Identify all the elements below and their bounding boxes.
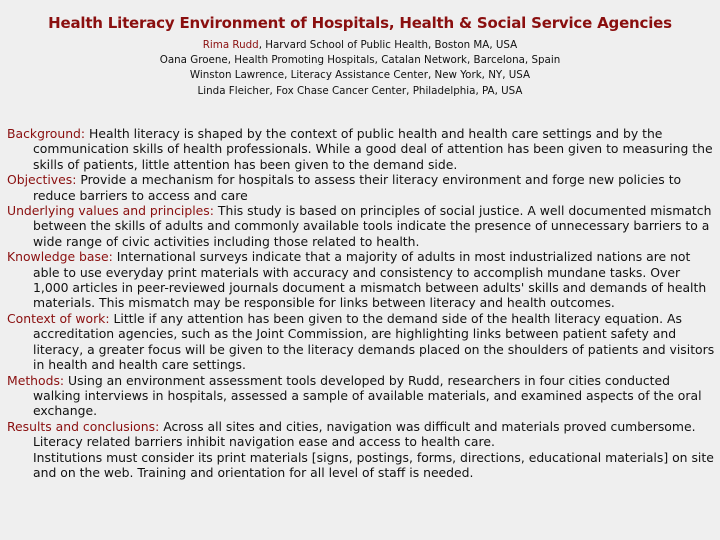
author-name: Oana Groene: [159, 54, 228, 67]
section-text: Across all sites and cities, navigation was difficult and materials proved cumbersome. Literacy related barriers inhibit navigation ease and access to health care.: [33, 418, 696, 450]
author-name: Rima Rudd: [202, 39, 259, 51]
abstract-body: [7, 126, 715, 480]
author-affiliation: , Harvard School of Public Health, Boston MA, USA: [258, 39, 518, 51]
author-line: [0, 84, 720, 99]
section-heading: Knowledge base:: [7, 249, 113, 265]
section-text: Provide a mechanism for hospitals to assess their literacy environment and forge new policies to reduce barriers to access and care: [33, 172, 682, 203]
author-list: [0, 38, 720, 99]
author-line: [0, 53, 720, 68]
author-line: [0, 38, 720, 53]
section-knowledge-base: [7, 249, 715, 311]
author-name: Winston Lawrence: [189, 69, 285, 82]
section-heading: Context of work:: [7, 310, 110, 326]
section-text: International surveys indicate that a majority of adults in most industrialized nations are not able to use everyday print materials with accuracy and consistency to accomplish mundane tasks. Over 1,000 articles in peer-reviewed journals document a mismatch between adults' skills and demands of health materials. This mismatch may be responsible for links between literacy and health outcomes.: [33, 249, 707, 311]
section-background: [7, 126, 715, 172]
section-results: [7, 419, 715, 450]
section-text: Little if any attention has been given to the demand side of the health literacy equation. As accreditation agencies, such as the Joint Commission, are highlighting links between patient safety and literacy, a greater focus will be given to the literacy demands placed on the shoulders of patients and visitors in health and health care settings.: [33, 310, 715, 373]
section-heading: Underlying values and principles:: [7, 203, 214, 219]
section-objectives: [7, 172, 715, 203]
section-values: [7, 203, 715, 249]
author-affiliation: , Health Promoting Hospitals, Catalan Network, Barcelona, Spain: [227, 54, 561, 67]
author-name: Linda Fleicher: [197, 84, 270, 97]
author-affiliation: , Literacy Assistance Center, New York, NY, USA: [284, 69, 531, 82]
closing-text: Institutions must consider its print materials [signs, postings, forms, directions, educational materials] on site and on the web. Training and orientation for all level of staff is needed.: [33, 449, 714, 480]
section-heading: Results and conclusions:: [7, 418, 160, 434]
section-text: Using an environment assessment tools developed by Rudd, researchers in four cities conducted walking interviews in hospitals, assessed a sample of available materials, and examined aspects of the oral exchange.: [33, 372, 702, 419]
section-heading: Background:: [7, 126, 86, 141]
author-line: [0, 68, 720, 83]
section-text: Health literacy is shaped by the context of public health and health care settings and by the communication skills of health professionals. While a good deal of attention has been given to measuring the skills of patients, little attention has been given to the demand side.: [33, 126, 713, 172]
section-context: [7, 311, 715, 373]
author-affiliation: , Fox Chase Cancer Center, Philadelphia, PA, USA: [269, 84, 523, 97]
section-heading: Methods:: [7, 372, 65, 388]
section-text: This study is based on principles of social justice. A well documented mismatch between the skills of adults and commonly available tools indicate the presence of unnecessary barriers to a wide range of civic activities including those related to health.: [33, 203, 712, 249]
section-methods: [7, 373, 715, 419]
poster-title: Health Literacy Environment of Hospitals, Health & Social Service Agencies: [48, 14, 672, 32]
poster-header: [0, 0, 720, 99]
section-heading: Objectives:: [7, 172, 77, 188]
